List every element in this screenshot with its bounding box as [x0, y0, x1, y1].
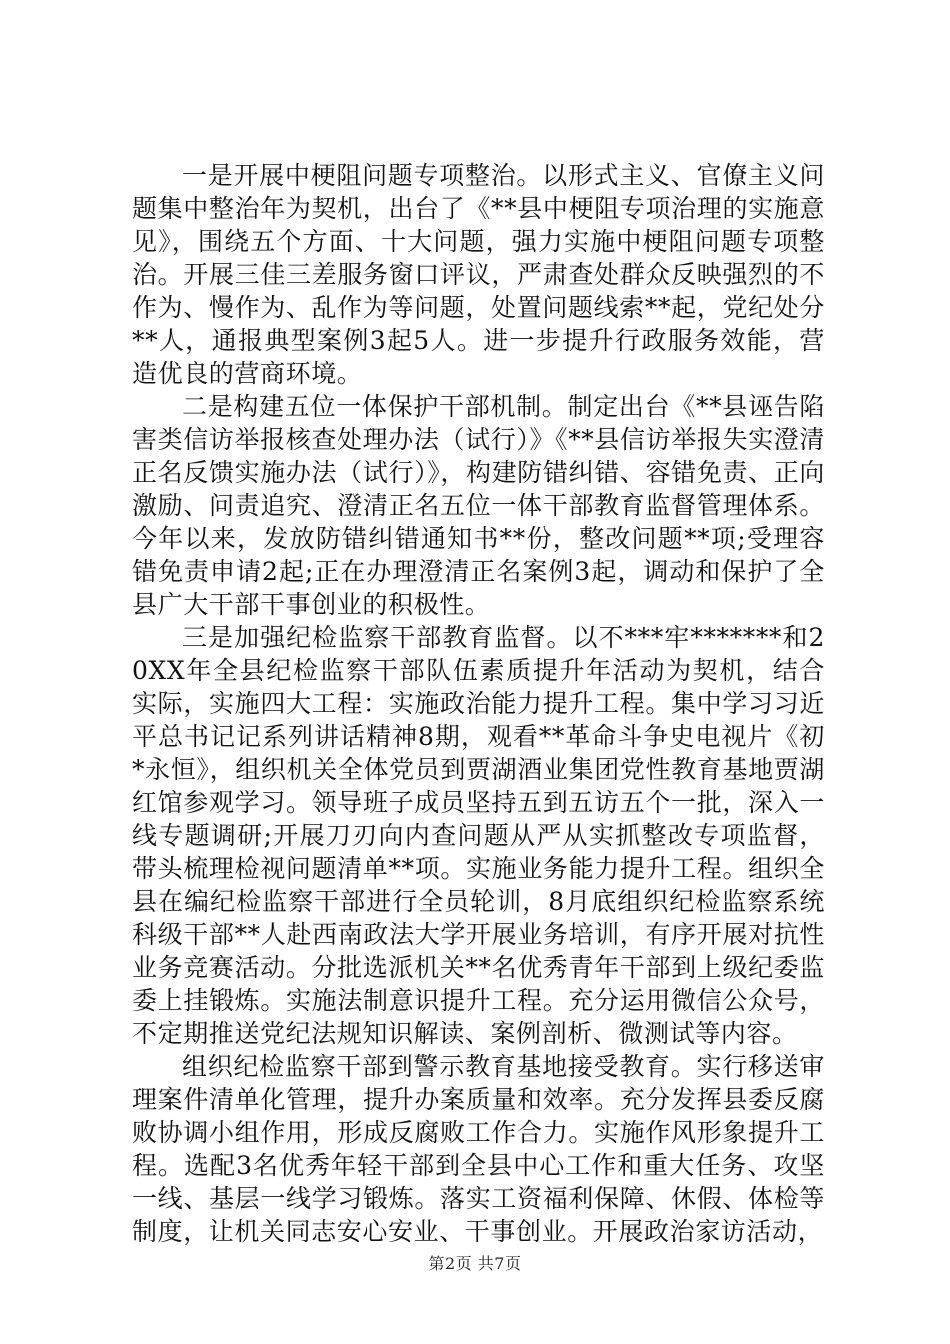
page-number-footer: 第2页 共7页: [428, 1254, 522, 1273]
paragraph-4: 组织纪检监察干部到警示教育基地接受教育。实行移送审理案件清单化管理，提升办案质量和效率。充分发挥县委反腐败协调小组作用，形成反腐败工作合力。实施作风形象提升工程。选配3名优秀年轻干部到全县中心工作和重大任务、攻坚一线、基层一线学习锻炼。落实工资福利保障、休假、体检等制度，让机关同志安心安业、干事创业。开展政治家访活动，: [132, 1052, 825, 1246]
paragraph-1: 一是开展中梗阻问题专项整治。以形式主义、官僚主义问题集中整治年为契机，出台了《**县中梗阻专项治理的实施意见》，围绕五个方面、十大问题，强力实施中梗阻问题专项整治。开展三佳三差服务窗口评议，严肃查处群众反映强烈的不作为、慢作为、乱作为等问题，处置问题线索**起，党纪处分**人，通报典型案例3起5人。进一步提升行政服务效能，营造优良的营商环境。: [132, 161, 825, 388]
paragraph-2: 二是构建五位一体保护干部机制。制定出台《**县诬告陷害类信访举报核查处理办法（试行）》《**县信访举报失实澄清正名反馈实施办法（试行）》，构建防错纠错、容错免责、正向激励、问责追究、澄清正名五位一体干部教育监督管理体系。今年以来，发放防错纠错通知书**份，整改问题**项;受理容错免责申请2起;正在办理澄清正名案例3起，调动和保护了全县广大干部干事创业的积极性。: [132, 392, 825, 619]
document-body: [132, 159, 825, 1248]
paragraph-3: 三是加强纪检监察干部教育监督。以不***牢*******和20XX年全县纪检监察干部队伍素质提升年活动为契机，结合实际，实施四大工程：实施政治能力提升工程。集中学习习近平总书记记系列讲话精神8期，观看**革命斗争史电视片《初*永恒》，组织机关全体党员到贾湖酒业集团党性教育基地贾湖红馆参观学习。领导班子成员坚持五到五访五个一批，深入一线专题调研;开展刀刃向内查问题从严从实抓整改专项监督，带头梳理检视问题清单**项。实施业务能力提升工程。组织全县在编纪检监察干部进行全员轮训，8月底组织纪检监察系统科级干部**人赴西南政法大学开展业务培训，有序开展对抗性业务竞赛活动。分批选派机关**名优秀青年干部到上级纪委监委上挂锻炼。实施法制意识提升工程。充分运用微信公众号，不定期推送党纪法规知识解读、案例剖析、微测试等内容。: [132, 623, 825, 1048]
